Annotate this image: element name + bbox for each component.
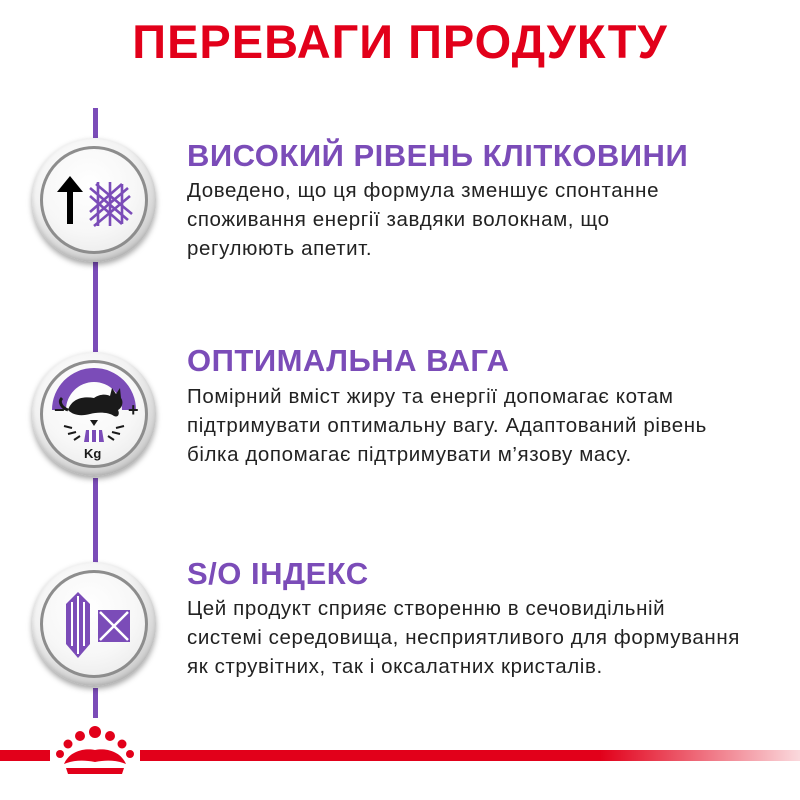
feature-text-fiber [187,176,787,263]
feature-text-weight [187,382,787,469]
crown-logo [50,720,140,780]
plus-label: + [128,400,139,420]
text-line: як струвітних, так і оксалатних кристалів. [187,655,603,678]
feature-title-weight: ОПТИМАЛЬНА ВАГА [187,343,510,378]
text-line: Помірний вміст жиру та енергії допомагає котам [187,385,674,408]
timeline-line [93,108,98,138]
crystals-icon [32,562,156,686]
text-line: споживання енергії завдяки волокнам, що [187,208,610,231]
text-line: білка допомагає підтримувати м’язову масу. [187,443,632,466]
feature-text-so-index [187,594,787,681]
text-line: підтримувати оптимальну вагу. Адаптований рівень [187,414,707,437]
text-line: Цей продукт сприяє створенню в сечовидільній [187,597,666,620]
text-line: Доведено, що ця формула зменшує спонтанне [187,179,660,202]
fiber-arrow-icon [32,138,156,262]
text-line: системі середовища, несприятливого для формування [187,626,740,649]
cat-weight-scale-icon [32,352,156,476]
timeline-line [93,478,98,566]
timeline-line [93,688,98,718]
minus-label: − [54,400,65,420]
timeline-line [93,262,98,352]
feature-title-fiber: ВИСОКИЙ РІВЕНЬ КЛІТКОВИНИ [187,138,689,173]
page-title: ПЕРЕВАГИ ПРОДУКТУ [132,15,668,68]
text-line: регулюють апетит. [187,237,373,260]
feature-title-so-index: S/O ІНДЕКС [187,556,369,591]
kg-label: Kg [84,446,102,461]
